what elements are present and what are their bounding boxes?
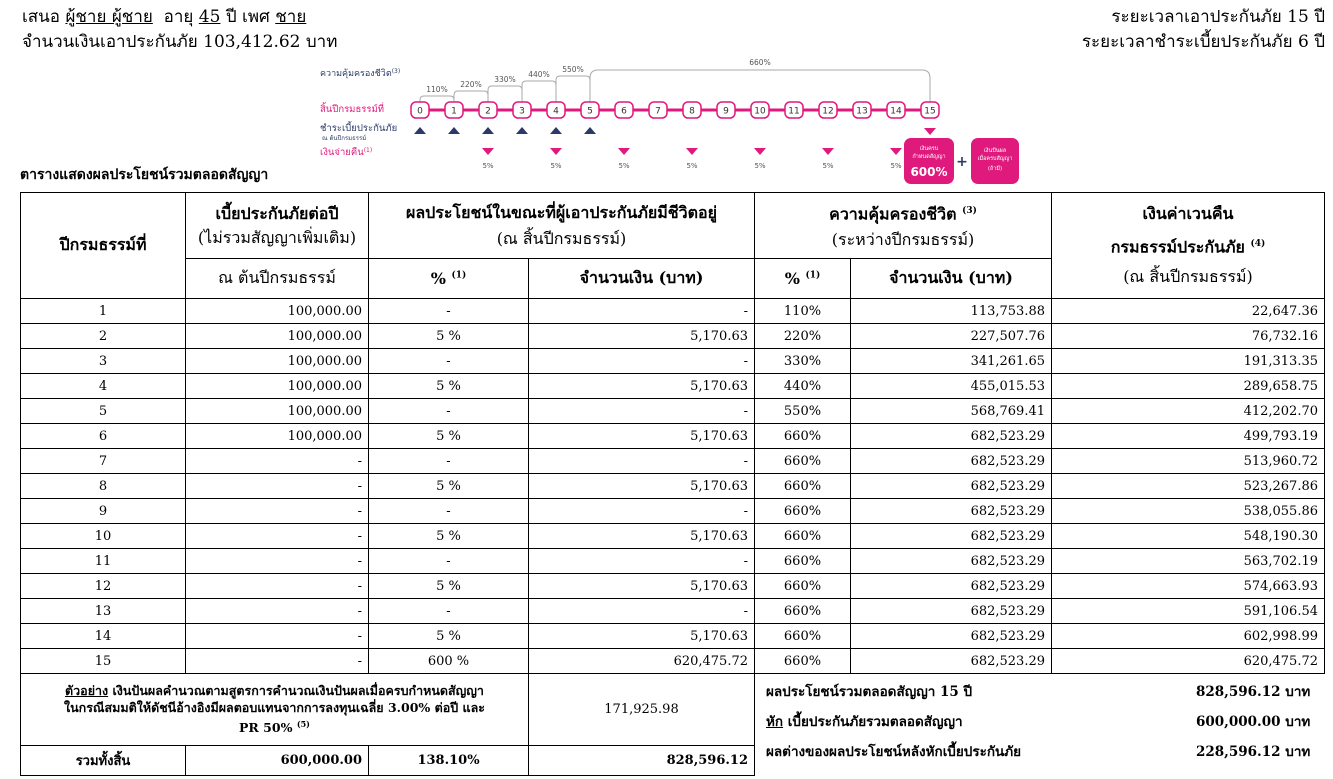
maturity-arrow xyxy=(924,128,936,135)
age-label: อายุ xyxy=(163,7,194,27)
svg-text:เงินปันผล: เงินปันผล xyxy=(983,148,1007,154)
row-premium: 100,000.00 xyxy=(186,424,369,449)
currency-label: บาท xyxy=(305,32,338,52)
svg-text:เงินครบ: เงินครบ xyxy=(919,146,939,152)
row-coverage-amount: 227,507.76 xyxy=(851,324,1052,349)
row-living-pct: - xyxy=(369,549,529,574)
row-coverage-pct: 660% xyxy=(755,474,851,499)
table-row xyxy=(21,649,1325,674)
year-node xyxy=(683,102,701,118)
row-year: 2 xyxy=(21,324,186,349)
row-coverage-pct: 660% xyxy=(755,424,851,449)
coverage-pct-label: 660% xyxy=(749,58,771,67)
row-living-amount: 5,170.63 xyxy=(529,524,755,549)
coverage-pct-label: 220% xyxy=(460,80,482,89)
row-living-pct: - xyxy=(369,299,529,324)
payout-triangle xyxy=(754,148,766,155)
premium-label: ชำระเบี้ยประกันภัย xyxy=(320,123,398,134)
premium-triangle xyxy=(414,127,426,134)
row-surrender: 513,960.72 xyxy=(1052,449,1325,474)
year-node xyxy=(819,102,837,118)
row-coverage-amount: 113,753.88 xyxy=(851,299,1052,324)
row-premium: - xyxy=(186,624,369,649)
col-surrender-header: เงินค่าเวนคืน กรมธรรม์ประกันภัย $^{(4)}$ (ณ สิ้นปีกรมธรรม์) xyxy=(1052,193,1325,299)
svg-text:(ถ้ามี): (ถ้ามี) xyxy=(987,166,1003,172)
row-premium: 100,000.00 xyxy=(186,399,369,424)
row-year: 1 xyxy=(21,299,186,324)
row-year: 14 xyxy=(21,624,186,649)
row-coverage-pct: 660% xyxy=(755,574,851,599)
propose-label: เสนอ xyxy=(22,7,61,27)
row-surrender: 76,732.16 xyxy=(1052,324,1325,349)
year-node xyxy=(445,102,463,118)
svg-text:13: 13 xyxy=(856,106,868,117)
row-living-amount: - xyxy=(529,499,755,524)
payout-triangle xyxy=(550,148,562,155)
row-living-amount: - xyxy=(529,349,755,374)
payout-pct-label: 5% xyxy=(686,162,698,170)
year-timeline xyxy=(411,102,939,118)
row-living-amount: - xyxy=(529,299,755,324)
row-coverage-amount: 682,523.29 xyxy=(851,424,1052,449)
row-living-amount: - xyxy=(529,549,755,574)
year-end-label: สิ้นปีกรมธรรม์ที่ xyxy=(320,104,384,115)
row-surrender: 602,998.99 xyxy=(1052,624,1325,649)
row-coverage-pct: 330% xyxy=(755,349,851,374)
year-node xyxy=(717,102,735,118)
year-node xyxy=(649,102,667,118)
table-row xyxy=(21,349,1325,374)
svg-text:กำหนดสัญญา: กำหนดสัญญา xyxy=(912,154,946,160)
payout-triangle xyxy=(822,148,834,155)
row-coverage-pct: 660% xyxy=(755,549,851,574)
year-node xyxy=(785,102,803,118)
row-coverage-pct: 550% xyxy=(755,399,851,424)
row-surrender: 563,702.19 xyxy=(1052,549,1325,574)
row-coverage-amount: 682,523.29 xyxy=(851,524,1052,549)
row-premium: 100,000.00 xyxy=(186,299,369,324)
row-year: 8 xyxy=(21,474,186,499)
row-living-pct: 5 % xyxy=(369,474,529,499)
row-coverage-amount: 682,523.29 xyxy=(851,599,1052,624)
col-coverage-amount: จำนวนเงิน (บาท) xyxy=(851,259,1052,299)
row-surrender: 538,055.86 xyxy=(1052,499,1325,524)
row-premium: - xyxy=(186,649,369,674)
row-year: 4 xyxy=(21,374,186,399)
row-living-amount: 5,170.63 xyxy=(529,374,755,399)
premium-triangle xyxy=(482,127,494,134)
svg-text:11: 11 xyxy=(788,106,800,117)
row-living-pct: - xyxy=(369,399,529,424)
plus-sign: + xyxy=(956,154,968,170)
row-living-pct: - xyxy=(369,449,529,474)
payout-triangle xyxy=(890,148,902,155)
coverage-period: ระยะเวลาเอาประกันภัย 15 ปี xyxy=(1111,7,1325,27)
payout-pct-label: 5% xyxy=(618,162,630,170)
svg-text:10: 10 xyxy=(754,106,766,117)
row-surrender: 620,475.72 xyxy=(1052,649,1325,674)
svg-text:15: 15 xyxy=(924,106,936,117)
payout-triangle xyxy=(686,148,698,155)
row-premium: - xyxy=(186,599,369,624)
svg-text:4: 4 xyxy=(553,106,559,117)
row-surrender: 191,313.35 xyxy=(1052,349,1325,374)
year-node xyxy=(581,102,599,118)
row-coverage-pct: 110% xyxy=(755,299,851,324)
row-coverage-pct: 660% xyxy=(755,624,851,649)
diff-summary-label: ผลต่างของผลประโยชน์หลังหักเบี้ยประกันภัย xyxy=(766,744,1022,760)
year-node xyxy=(887,102,905,118)
row-living-pct: 5 % xyxy=(369,424,529,449)
col-living-amount: จำนวนเงิน (บาท) xyxy=(529,259,755,299)
row-coverage-pct: 220% xyxy=(755,324,851,349)
premium-triangle xyxy=(448,127,460,134)
customer-name: ผู้ชาย ผู้ชาย xyxy=(65,7,153,27)
year-node xyxy=(411,102,429,118)
row-coverage-amount: 682,523.29 xyxy=(851,449,1052,474)
row-premium: - xyxy=(186,449,369,474)
row-coverage-pct: 660% xyxy=(755,499,851,524)
row-surrender: 412,202.70 xyxy=(1052,399,1325,424)
row-living-amount: - xyxy=(529,449,755,474)
row-living-pct: 5 % xyxy=(369,524,529,549)
row-surrender: 289,658.75 xyxy=(1052,374,1325,399)
row-year: 10 xyxy=(21,524,186,549)
payout-label: เงินจ่ายคืน$^{(1)}$ xyxy=(320,147,373,158)
row-coverage-amount: 682,523.29 xyxy=(851,624,1052,649)
row-living-amount: 5,170.63 xyxy=(529,574,755,599)
row-coverage-amount: 341,261.65 xyxy=(851,349,1052,374)
gender-value: ชาย xyxy=(275,7,307,27)
svg-text:เมื่อครบสัญญา: เมื่อครบสัญญา xyxy=(977,156,1013,162)
row-coverage-pct: 660% xyxy=(755,524,851,549)
coverage-label: ความคุ้มครองชีวิต$^{(3)}$ xyxy=(320,68,401,79)
row-living-amount: - xyxy=(529,599,755,624)
sum-insured-value: 103,412.62 xyxy=(203,32,301,52)
proposal-line xyxy=(22,6,306,28)
row-living-amount: - xyxy=(529,399,755,424)
sum-insured-label: จำนวนเงินเอาประกันภัย xyxy=(22,32,198,52)
row-premium: - xyxy=(186,549,369,574)
total-pct: 138.10% xyxy=(369,746,529,776)
row-surrender: 591,106.54 xyxy=(1052,599,1325,624)
payout-markers xyxy=(482,148,902,170)
svg-text:7: 7 xyxy=(655,106,661,117)
row-year: 15 xyxy=(21,649,186,674)
maturity-box xyxy=(904,138,954,184)
payout-pct-label: 5% xyxy=(482,162,494,170)
age-value: 45 xyxy=(198,7,221,27)
col-living-pct: % $^{(1)}$ xyxy=(369,259,529,299)
table-row xyxy=(21,624,1325,649)
row-surrender: 499,793.19 xyxy=(1052,424,1325,449)
row-premium: 100,000.00 xyxy=(186,374,369,399)
table-row xyxy=(21,499,1325,524)
table-row xyxy=(21,574,1325,599)
row-living-pct: 5 % xyxy=(369,574,529,599)
payout-pct-label: 5% xyxy=(890,162,902,170)
benefit-summary-label: ผลประโยชน์รวมตลอดสัญญา 15 ปี xyxy=(766,684,973,700)
row-living-pct: 5 % xyxy=(369,324,529,349)
payout-triangle xyxy=(482,148,494,155)
coverage-pct-label: 330% xyxy=(494,75,516,84)
year-node xyxy=(751,102,769,118)
sum-insured-line xyxy=(22,31,337,53)
coverage-pct-label: 550% xyxy=(562,65,584,74)
row-living-amount: 5,170.63 xyxy=(529,424,755,449)
row-coverage-pct: 440% xyxy=(755,374,851,399)
table-row xyxy=(21,424,1325,449)
svg-text:0: 0 xyxy=(417,106,423,117)
row-living-amount: 5,170.63 xyxy=(529,624,755,649)
svg-text:1: 1 xyxy=(451,106,457,117)
row-premium: - xyxy=(186,574,369,599)
table-row xyxy=(21,549,1325,574)
row-year: 6 xyxy=(21,424,186,449)
dividend-box xyxy=(971,138,1019,184)
row-year: 5 xyxy=(21,399,186,424)
row-premium: - xyxy=(186,524,369,549)
year-node xyxy=(547,102,565,118)
row-living-amount: 620,475.72 xyxy=(529,649,755,674)
svg-text:12: 12 xyxy=(822,106,834,117)
year-node xyxy=(479,102,497,118)
premium-triangle xyxy=(550,127,562,134)
row-coverage-amount: 455,015.53 xyxy=(851,374,1052,399)
row-coverage-amount: 682,523.29 xyxy=(851,549,1052,574)
year-node xyxy=(513,102,531,118)
table-row xyxy=(21,449,1325,474)
svg-text:600%: 600% xyxy=(910,165,948,179)
payout-pct-label: 5% xyxy=(754,162,766,170)
col-coverage-pct: % $^{(1)}$ xyxy=(755,259,851,299)
table-row xyxy=(21,474,1325,499)
col-coverage-header: ความคุ้มครองชีวิต $^{(3)}$ (ระหว่างปีกรมธรรม์) xyxy=(755,193,1052,259)
row-year: 13 xyxy=(21,599,186,624)
svg-text:2: 2 xyxy=(485,106,491,117)
svg-text:3: 3 xyxy=(519,106,525,117)
row-coverage-amount: 682,523.29 xyxy=(851,649,1052,674)
svg-text:6: 6 xyxy=(621,106,627,117)
year-node xyxy=(853,102,871,118)
table-row xyxy=(21,399,1325,424)
row-year: 3 xyxy=(21,349,186,374)
table-row xyxy=(21,599,1325,624)
table-title: ตารางแสดงผลประโยชน์รวมตลอดสัญญา xyxy=(20,167,269,183)
row-surrender: 523,267.86 xyxy=(1052,474,1325,499)
row-living-pct: 5 % xyxy=(369,374,529,399)
row-premium: 100,000.00 xyxy=(186,349,369,374)
table-row xyxy=(21,324,1325,349)
svg-text:14: 14 xyxy=(890,106,902,117)
example-amount: 171,925.98 xyxy=(529,674,755,746)
row-living-pct: - xyxy=(369,349,529,374)
year-node xyxy=(615,102,633,118)
coverage-pct-label: 110% xyxy=(426,85,448,94)
row-living-amount: 5,170.63 xyxy=(529,474,755,499)
deduct-summary-label: หัก เบี้ยประกันภัยรวมตลอดสัญญา xyxy=(766,714,963,730)
coverage-pct-label: 440% xyxy=(528,70,550,79)
premium-markers xyxy=(414,127,936,135)
row-year: 9 xyxy=(21,499,186,524)
benefit-table xyxy=(20,192,1325,776)
row-year: 7 xyxy=(21,449,186,474)
premium-sub-label: ณ ต้นปีกรมธรรม์ xyxy=(322,135,367,142)
col-year-header: ปีกรมธรรม์ที่ xyxy=(21,193,186,299)
payout-pct-label: 5% xyxy=(550,162,562,170)
svg-text:9: 9 xyxy=(723,106,729,117)
row-premium: - xyxy=(186,499,369,524)
premium-triangle xyxy=(516,127,528,134)
row-year: 12 xyxy=(21,574,186,599)
row-living-amount: 5,170.63 xyxy=(529,324,755,349)
benefit-timeline-diagram xyxy=(312,52,1032,188)
age-unit: ปี เพศ xyxy=(225,7,270,27)
row-coverage-amount: 568,769.41 xyxy=(851,399,1052,424)
row-year: 11 xyxy=(21,549,186,574)
svg-text:8: 8 xyxy=(689,106,695,117)
row-surrender: 574,663.93 xyxy=(1052,574,1325,599)
row-coverage-amount: 682,523.29 xyxy=(851,474,1052,499)
benefit-summary-value: 828,596.12 บาท xyxy=(1196,684,1311,700)
col-premium-header: เบี้ยประกันภัยต่อปี (ไม่รวมสัญญาเพิ่มเติม) xyxy=(186,193,369,259)
payment-period: ระยะเวลาชำระเบี้ยประกันภัย 6 ปี xyxy=(1081,32,1325,52)
row-surrender: 22,647.36 xyxy=(1052,299,1325,324)
row-coverage-pct: 660% xyxy=(755,449,851,474)
row-coverage-pct: 660% xyxy=(755,649,851,674)
premium-triangle xyxy=(584,127,596,134)
deduct-summary-value: 600,000.00 บาท xyxy=(1196,714,1311,730)
col-living-header: ผลประโยชน์ในขณะที่ผู้เอาประกันภัยมีชีวิตอยู่ (ณ สิ้นปีกรมธรรม์) xyxy=(369,193,755,259)
total-label: รวมทั้งสิ้น xyxy=(21,746,186,776)
example-note: ตัวอย่าง เงินปันผลคำนวณตามสูตรการคำนวณเงินปันผลเมื่อครบกำหนดสัญญา ในกรณีสมมติให้ดัชนีอ้างอิงมีผลตอบแทนจากการลงทุนเฉลี่ย 3.00% ต่อปี และ PR 50% $^{(5)}$ xyxy=(21,674,529,746)
row-premium: - xyxy=(186,474,369,499)
payout-triangle xyxy=(618,148,630,155)
svg-text:5: 5 xyxy=(587,106,593,117)
table-row xyxy=(21,524,1325,549)
row-coverage-amount: 682,523.29 xyxy=(851,574,1052,599)
row-coverage-pct: 660% xyxy=(755,599,851,624)
table-row xyxy=(21,374,1325,399)
row-premium: 100,000.00 xyxy=(186,324,369,349)
diff-summary-value: 228,596.12 บาท xyxy=(1196,744,1311,760)
total-premium: 600,000.00 xyxy=(186,746,369,776)
coverage-arcs xyxy=(420,58,930,102)
payout-pct-label: 5% xyxy=(822,162,834,170)
row-surrender: 548,190.30 xyxy=(1052,524,1325,549)
row-living-pct: - xyxy=(369,499,529,524)
total-amount: 828,596.12 xyxy=(529,746,755,776)
row-living-pct: 600 % xyxy=(369,649,529,674)
row-living-pct: 5 % xyxy=(369,624,529,649)
row-coverage-amount: 682,523.29 xyxy=(851,499,1052,524)
col-premium-sub: ณ ต้นปีกรมธรรม์ xyxy=(186,259,369,299)
year-node xyxy=(921,102,939,118)
table-row xyxy=(21,299,1325,324)
row-living-pct: - xyxy=(369,599,529,624)
